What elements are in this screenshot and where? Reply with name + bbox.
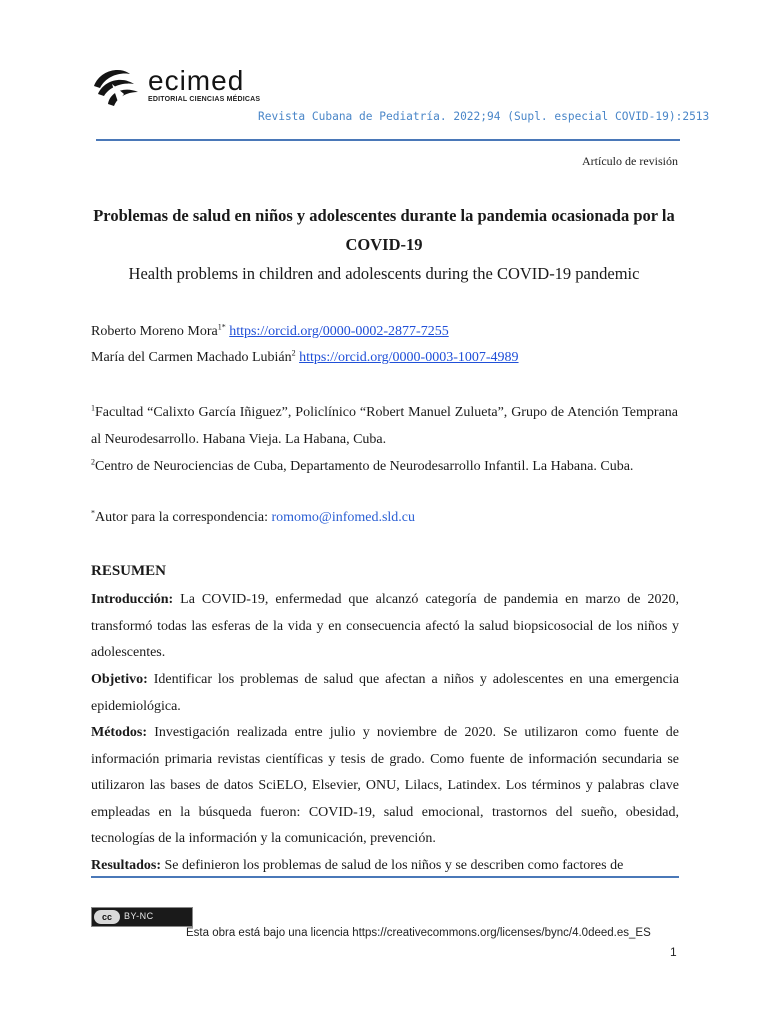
section-text: Se definieron los problemas de salud de los niños y se describen como factores de [161,858,624,873]
correspondence [91,510,415,526]
abstract-section-introduction [91,587,679,667]
section-label: Resultados: [91,858,162,873]
article-type: Artículo de revisión [582,154,678,168]
cc-icon: cc [94,910,120,924]
journal-citation: Revista Cubana de Pediatría. 2022;94 (Supl. especial COVID-19):2513 [258,110,710,123]
ecimed-logo-icon [90,64,142,108]
affiliation-text: Centro de Neurociencias de Cuba, Departamento de Neurodesarrollo Infantil. La Habana. Cuba. [95,459,634,474]
correspondence-email[interactable]: romomo@infomed.sld.cu [271,510,416,525]
logo-wordmark: ecimed [148,65,245,96]
affiliation [91,453,678,480]
license-text: Esta obra está bajo una licencia https://creativecommons.org/licenses/bync/4.0deed.es_ES [186,927,651,939]
cc-license-badge[interactable] [91,907,193,927]
title-english: Health problems in children and adolescents during the COVID-19 pandemic [128,264,640,283]
section-label: Métodos: [91,725,147,740]
publisher-logo [90,64,270,108]
section-text: Investigación realizada entre julio y noviembre de 2020. Se utilizaron como fuente de información primaria revistas científicas y tesis de grado. Como fuente de información secundaria se utilizaron las bases de datos SciELO, Elsevier, ONU, Lilacs, Latindex. Los términos y palabras clave empleadas en la búsqueda fueron: COVID-19, salud emocional, trastornos del sueño, obesidad, tecnologías de la información y la comunicación, prevención. [91,725,679,846]
abstract-section-objective [91,667,679,720]
cc-terms: BY-NC [124,911,154,921]
author-line [91,350,519,366]
affiliation-sup: 1 [91,403,95,413]
orcid-link[interactable]: https://orcid.org/0000-0003-1007-4989 [299,350,519,365]
author-sup: 1* [217,322,226,332]
author-name: María del Carmen Machado Lubián [91,350,292,365]
author-line [91,324,449,340]
abstract-section-methods [91,720,679,853]
section-label: Objetivo: [91,672,148,687]
page-number: 1 [670,945,677,959]
section-label: Introducción: [91,592,174,607]
affiliation-sup: 2 [91,457,95,467]
section-text: Identificar los problemas de salud que afectan a niños y adolescentes en una emergencia epidemiológica. [91,672,679,714]
title-spanish: Problemas de salud en niños y adolescentes durante la pandemia ocasionada por la COVID-19 [93,206,675,254]
results-underline [91,876,679,878]
logo-subtitle: EDITORIAL CIENCIAS MÉDICAS [148,96,261,103]
orcid-link[interactable]: https://orcid.org/0000-0002-2877-7255 [229,324,449,339]
correspondence-label: Autor para la correspondencia: [95,510,272,525]
correspondence-sup: * [91,508,95,518]
affiliation [91,399,678,453]
author-name: Roberto Moreno Mora [91,324,218,339]
author-sup: 2 [291,348,296,358]
section-text: La COVID-19, enfermedad que alcanzó categoría de pandemia en marzo de 2020, transformó todas las esferas de la vida y en consecuencia afectó la salud biopsicosocial de los niños y adolescentes. [91,592,679,660]
abstract-heading: RESUMEN [91,563,167,579]
header-divider [96,139,680,141]
affiliation-text: Facultad “Calixto García Iñiguez”, Policlínico “Robert Manuel Zulueta”, Grupo de Atención Temprana al Neurodesarrollo. Habana Vieja. La Habana, Cuba. [91,405,678,447]
